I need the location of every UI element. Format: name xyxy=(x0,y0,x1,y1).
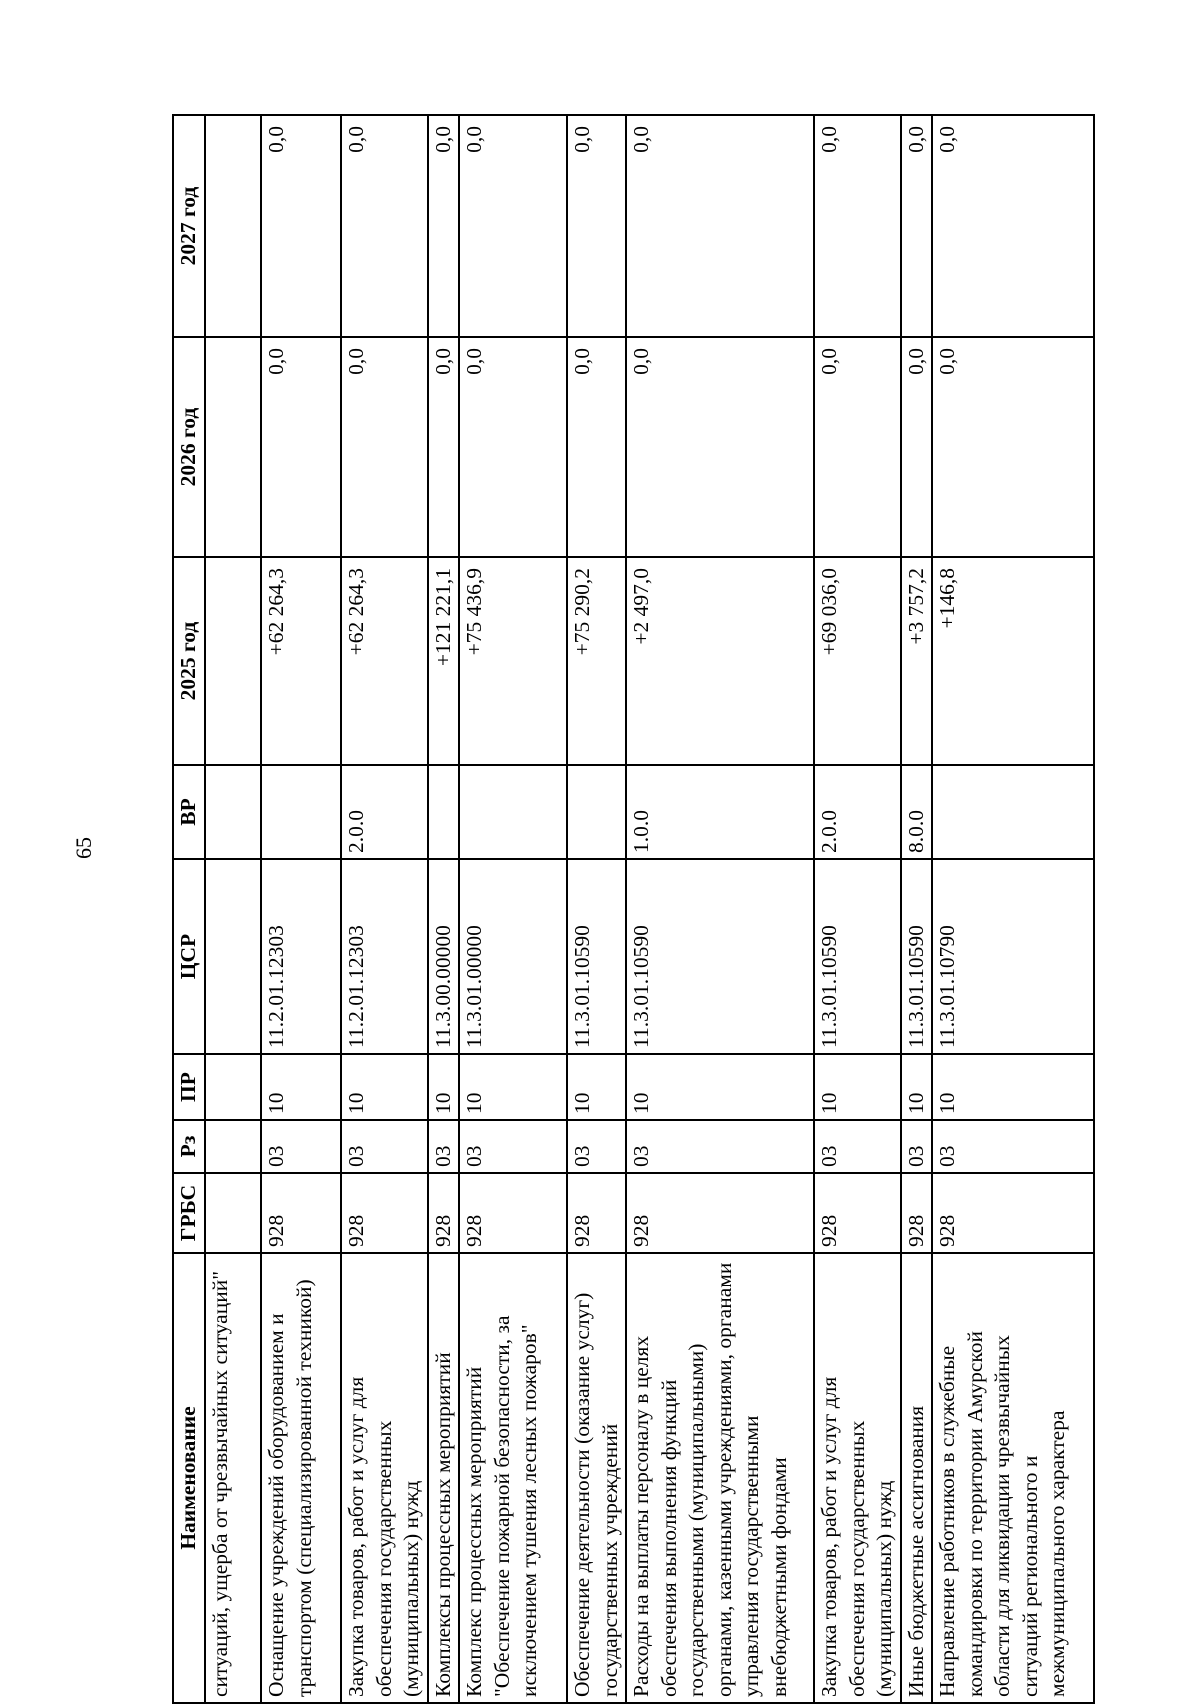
cell-grbs: 928 xyxy=(626,1173,814,1253)
cell-2027: 0,0 xyxy=(814,115,901,337)
cell-2027: 0,0 xyxy=(901,115,933,337)
cell-name: Комплекс процессных мероприятий "Обеспечение пожарной безопасности, за исключением тушения лесных пожаров" xyxy=(459,1253,567,1703)
cell-vr xyxy=(428,765,460,859)
cell-pr: 10 xyxy=(814,1054,901,1120)
cell-vr xyxy=(567,765,626,859)
cell-pr: 10 xyxy=(567,1054,626,1120)
cell-2027: 0,0 xyxy=(261,115,341,337)
cell-pr: 10 xyxy=(626,1054,814,1120)
page-number: 65 xyxy=(71,837,96,859)
cell-name: Иные бюджетные ассигнования xyxy=(901,1253,933,1703)
cell-2026: 0,0 xyxy=(626,337,814,557)
table-row xyxy=(205,115,261,1703)
cell-pr: 10 xyxy=(261,1054,341,1120)
cell-2026 xyxy=(205,337,261,557)
table-row xyxy=(261,115,341,1703)
cell-pr: 10 xyxy=(428,1054,460,1120)
cell-2025: +75 290,2 xyxy=(567,557,626,765)
cell-2025: +62 264,3 xyxy=(341,557,428,765)
cell-vr xyxy=(205,765,261,859)
cell-csr: 11.2.01.12303 xyxy=(261,859,341,1054)
cell-rz: 03 xyxy=(261,1120,341,1173)
cell-csr: 11.3.01.10590 xyxy=(626,859,814,1054)
cell-name: Закупка товаров, работ и услуг для обеспечения государственных (муниципальных) нужд xyxy=(341,1253,428,1703)
table-row xyxy=(901,115,933,1703)
cell-2025: +62 264,3 xyxy=(261,557,341,765)
cell-vr: 8.0.0 xyxy=(901,765,933,859)
cell-name: ситуаций, ущерба от чрезвычайных ситуаций" xyxy=(205,1253,261,1703)
cell-2026: 0,0 xyxy=(459,337,567,557)
cell-grbs: 928 xyxy=(567,1173,626,1253)
cell-csr: 11.3.01.00000 xyxy=(459,859,567,1054)
cell-2026: 0,0 xyxy=(932,337,1094,557)
cell-vr: 2.0.0 xyxy=(814,765,901,859)
cell-2026: 0,0 xyxy=(428,337,460,557)
cell-grbs: 928 xyxy=(261,1173,341,1253)
table-row xyxy=(567,115,626,1703)
table-row xyxy=(428,115,460,1703)
cell-vr: 1.0.0 xyxy=(626,765,814,859)
cell-2025: +75 436,9 xyxy=(459,557,567,765)
table-row xyxy=(459,115,567,1703)
cell-vr: 2.0.0 xyxy=(341,765,428,859)
cell-2027: 0,0 xyxy=(932,115,1094,337)
cell-rz: 03 xyxy=(901,1120,933,1173)
cell-2025: +146,8 xyxy=(932,557,1094,765)
cell-vr xyxy=(932,765,1094,859)
cell-csr: 11.3.01.10590 xyxy=(814,859,901,1054)
cell-pr: 10 xyxy=(341,1054,428,1120)
cell-grbs xyxy=(205,1173,261,1253)
cell-2026: 0,0 xyxy=(341,337,428,557)
cell-2025: +69 036,0 xyxy=(814,557,901,765)
cell-grbs: 928 xyxy=(459,1173,567,1253)
table-row xyxy=(932,115,1094,1703)
cell-csr: 11.3.01.10590 xyxy=(567,859,626,1054)
cell-grbs: 928 xyxy=(901,1173,933,1253)
cell-grbs: 928 xyxy=(341,1173,428,1253)
table-row xyxy=(814,115,901,1703)
cell-2025: +2 497,0 xyxy=(626,557,814,765)
cell-csr: 11.3.01.10790 xyxy=(932,859,1094,1054)
cell-name: Расходы на выплаты персоналу в целях обеспечения выполнения функций государственными (муниципальными) органами, казенными учреждениями, органами управления государственными внебюджетными фондами xyxy=(626,1253,814,1703)
table-row xyxy=(626,115,814,1703)
cell-vr xyxy=(459,765,567,859)
cell-2026: 0,0 xyxy=(567,337,626,557)
cell-grbs: 928 xyxy=(932,1173,1094,1253)
column-header-2025: 2025 год xyxy=(173,557,205,765)
cell-2026: 0,0 xyxy=(261,337,341,557)
cell-pr xyxy=(205,1054,261,1120)
cell-csr: 11.2.01.12303 xyxy=(341,859,428,1054)
cell-pr: 10 xyxy=(932,1054,1094,1120)
cell-rz: 03 xyxy=(626,1120,814,1173)
cell-rz: 03 xyxy=(932,1120,1094,1173)
cell-2027: 0,0 xyxy=(428,115,460,337)
cell-grbs: 928 xyxy=(814,1173,901,1253)
cell-rz xyxy=(205,1120,261,1173)
cell-name: Направление работников в служебные командировки по территории Амурской области для ликвидации чрезвычайных ситуаций регионального и межмуниципального характера xyxy=(932,1253,1094,1703)
column-header-pr: ПР xyxy=(173,1054,205,1120)
cell-vr xyxy=(261,765,341,859)
cell-name: Обеспечение деятельности (оказание услуг) государственных учреждений xyxy=(567,1253,626,1703)
column-header-name: Наименование xyxy=(173,1253,205,1703)
column-header-2026: 2026 год xyxy=(173,337,205,557)
column-header-vr: ВР xyxy=(173,765,205,859)
cell-name: Закупка товаров, работ и услуг для обеспечения государственных (муниципальных) нужд xyxy=(814,1253,901,1703)
header-row xyxy=(173,115,205,1703)
cell-2025: +3 757,2 xyxy=(901,557,933,765)
cell-name: Комплексы процессных мероприятий xyxy=(428,1253,460,1703)
cell-2027: 0,0 xyxy=(567,115,626,337)
cell-2026: 0,0 xyxy=(901,337,933,557)
budget-table xyxy=(172,114,1095,1704)
cell-pr: 10 xyxy=(901,1054,933,1120)
cell-name: Оснащение учреждений оборудованием и транспортом (специализированной техникой) xyxy=(261,1253,341,1703)
cell-2025: +121 221,1 xyxy=(428,557,460,765)
column-header-csr: ЦСР xyxy=(173,859,205,1054)
cell-2027: 0,0 xyxy=(341,115,428,337)
cell-2025 xyxy=(205,557,261,765)
column-header-2027: 2027 год xyxy=(173,115,205,337)
cell-2027 xyxy=(205,115,261,337)
cell-2027: 0,0 xyxy=(626,115,814,337)
cell-pr: 10 xyxy=(459,1054,567,1120)
cell-2026: 0,0 xyxy=(814,337,901,557)
budget-table-container xyxy=(172,116,1068,1704)
cell-grbs: 928 xyxy=(428,1173,460,1253)
cell-rz: 03 xyxy=(428,1120,460,1173)
column-header-rz: Рз xyxy=(173,1120,205,1173)
cell-csr: 11.3.01.10590 xyxy=(901,859,933,1054)
cell-csr: 11.3.00.00000 xyxy=(428,859,460,1054)
column-header-grbs: ГРБС xyxy=(173,1173,205,1253)
cell-csr xyxy=(205,859,261,1054)
cell-rz: 03 xyxy=(814,1120,901,1173)
table-row xyxy=(341,115,428,1703)
cell-rz: 03 xyxy=(341,1120,428,1173)
cell-rz: 03 xyxy=(567,1120,626,1173)
cell-2027: 0,0 xyxy=(459,115,567,337)
cell-rz: 03 xyxy=(459,1120,567,1173)
